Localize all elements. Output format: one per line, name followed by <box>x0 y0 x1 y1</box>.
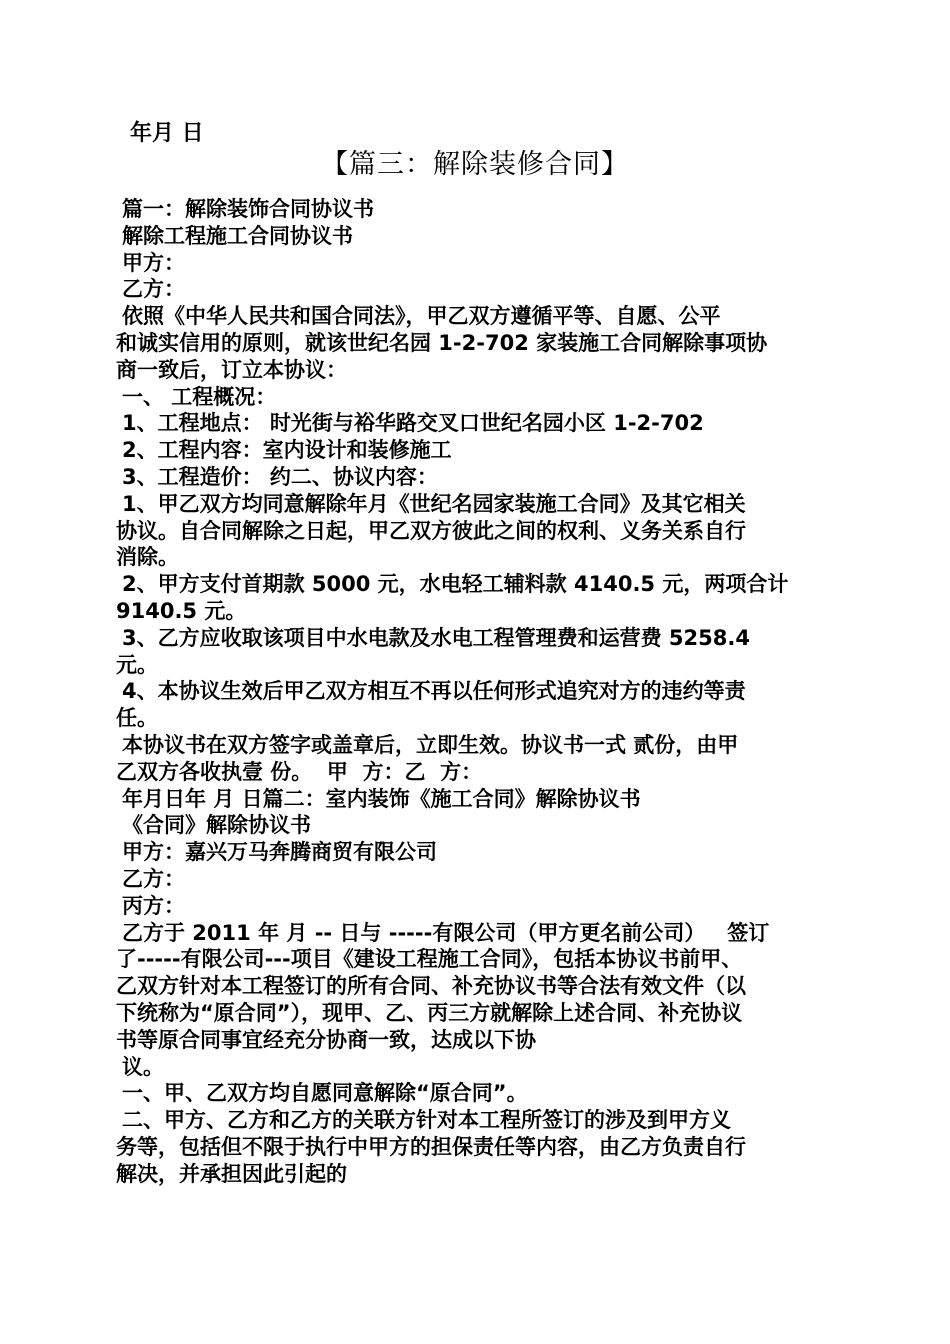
text-line: 依照《中华人民共和国合同法》，甲乙双方遵循平等、自愿、公平 <box>122 304 721 329</box>
text-line: 一、 工程概况： <box>122 384 277 409</box>
text-line: 乙双方针对本工程签订的所有合同、补充协议书等合法有效文件（以 <box>116 974 746 999</box>
text-line: 下统称为“原合同”），现甲、乙、丙三方就解除上述合同、补充协议 <box>116 1000 743 1025</box>
text-line: 1、甲乙双方均同意解除年月《世纪名园家装施工合同》及其它相关 <box>122 491 746 516</box>
text-line: 1、工程地点： 时光街与裕华路交叉口世纪名园小区 1-2-702 <box>122 411 704 436</box>
text-line: 甲方： <box>122 250 185 275</box>
text-line: 乙方于 2011 年 月 -- 日与 -----有限公司（甲方更名前公司） 签订 <box>122 920 770 945</box>
text-line: 甲方：嘉兴万马奔腾商贸有限公司 <box>122 840 437 865</box>
text-line: 2、工程内容：室内设计和装修施工 <box>122 438 452 463</box>
text-line: 协议。自合同解除之日起，甲乙双方彼此之间的权利、义务关系自行 <box>116 518 746 543</box>
text-line: 和诚实信用的原则，就该世纪名园 1-2-702 家装施工合同解除事项协 <box>116 330 768 355</box>
text-line: 消除。 <box>116 545 179 570</box>
text-line: 任。 <box>116 706 158 731</box>
text-line: 乙方： <box>122 277 185 302</box>
text-line: 务等，包括但不限于执行中甲方的担保责任等内容，由乙方负责自行 <box>116 1134 746 1159</box>
text-line: 本协议书在双方签字或盖章后，立即生效。协议书一式 贰份，由甲 <box>122 732 739 757</box>
text-line: 3、乙方应收取该项目中水电款及水电工程管理费和运营费 5258.4 <box>122 625 750 650</box>
text-line: 解决，并承担因此引起的 <box>116 1161 347 1186</box>
text-line: 乙方： <box>122 866 185 891</box>
document-body <box>116 196 836 1187</box>
text-line: 元。 <box>116 652 158 677</box>
text-line: 商一致后，订立本协议： <box>116 357 347 382</box>
document-title: 【篇三：解除装修合同】 <box>321 149 629 180</box>
text-line: 二、甲方、乙方和乙方的关联方针对本工程所签订的涉及到甲方义 <box>122 1108 731 1133</box>
text-line: 了-----有限公司---项目《建设工程施工合同》，包括本协议书前甲、 <box>116 947 743 972</box>
text-line: 一、甲、乙双方均自愿同意解除“原合同”。 <box>122 1081 528 1106</box>
text-line: 丙方： <box>122 893 185 918</box>
text-line: 9140.5 元。 <box>116 598 247 623</box>
text-line: 年月日年 月 日篇二：室内装饰《施工合同》解除协议书 <box>122 786 641 811</box>
text-line: 4、本协议生效后甲乙双方相互不再以任何形式追究对方的违约等责 <box>122 679 746 704</box>
text-line: 议。 <box>122 1054 164 1079</box>
date-line: 年月 日 <box>130 121 204 146</box>
text-line: 3、工程造价： 约二、协议内容： <box>122 464 438 489</box>
text-line: 《合同》解除协议书 <box>122 813 311 838</box>
text-line: 乙双方各收执壹 份。 甲 方：乙 方： <box>116 759 483 784</box>
text-line: 篇一：解除装饰合同协议书 <box>122 197 374 221</box>
text-line: 解除工程施工合同协议书 <box>122 223 353 248</box>
text-line: 2、甲方支付首期款 5000 元，水电轻工辅料款 4140.5 元，两项合计 <box>122 572 789 597</box>
text-line: 书等原合同事宜经充分协商一致，达成以下协 <box>116 1027 536 1052</box>
